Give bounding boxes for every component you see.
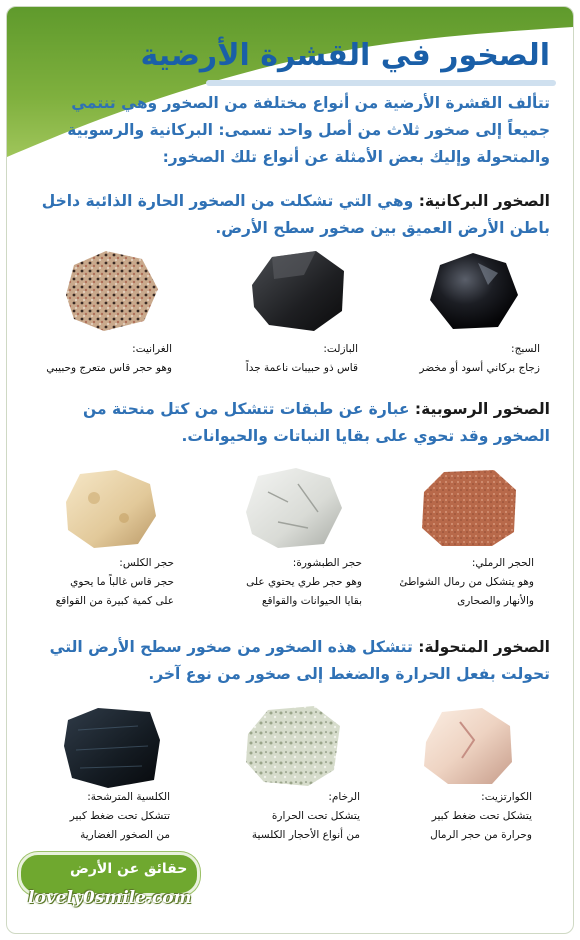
obsidian-rock-image [418,245,528,335]
page-title: الصخور في القشرة الأرضية [140,38,550,73]
section-line: باطن الأرض العميق بين صخور سطح الأرض. [215,219,550,237]
item-name: الكلسية المترشحة: [87,791,170,803]
intro-paragraph [30,90,550,171]
item-name: الحجر الرملي: [471,557,534,569]
granite-rock-image [56,245,166,335]
slate-item [20,788,170,845]
item-desc: وهو حجر قاس متعرج وحبيبي [46,362,172,374]
section-first-line [30,188,550,215]
item-desc: بقايا الحيوانات والقواقع [261,595,362,607]
item-desc: وهو يتشكل من رمال الشواطئ [399,576,534,588]
title-underline [206,80,556,86]
slate-rock-image [58,700,168,790]
site-watermark: lovely0smile.com [28,888,192,908]
section-line: تحولت بفعل الحرارة والضغط إلى صخور من نوع آخر. [148,665,550,683]
section-first-line [30,396,550,423]
limestone-item [24,554,174,611]
basalt-item [208,340,358,378]
intro-line: تتألف القشرة الأرضية من أنواع مختلفة من الصخور وهي تنتمي [71,94,550,112]
item-desc: زجاج بركاني أسود أو مخضر [419,362,540,374]
item-desc: يتشكل تحت ضغط كبير [431,810,532,822]
volcanic-section-text [30,188,550,242]
item-desc: تتشكل تحت ضغط كبير [69,810,170,822]
marble-item [210,788,360,845]
item-desc: من الصخور الغضارية [80,829,170,841]
volcanic-heading: الصخور البركانية: [418,192,550,210]
item-name: حجر الكلس: [119,557,174,569]
metamorphic-section-text [30,634,550,688]
item-desc: من أنواع الأحجار الكلسية [251,829,360,841]
section-first-line [30,634,550,661]
sedimentary-section-text [30,396,550,450]
chalk-item [212,554,362,611]
item-name: الغرانيت: [132,343,172,355]
item-desc: والأنهار والصحارى [457,595,534,607]
item-name: الكوارتزيت: [481,791,532,803]
intro-line: جميعاً إلى صخور ثلاث من أصل واحد تسمى: البركانية والرسوبية [67,121,550,139]
sedimentary-heading: الصخور الرسوبية: [414,400,550,418]
quartzite-rock-image [412,700,522,790]
section-line: تتشكل هذه الصخور من صخور سطح الأرض التي [49,638,419,656]
quartzite-item [382,788,532,845]
chalk-rock-image [238,462,348,552]
earth-facts-label: حقائق عن الأرض [70,861,188,877]
sandstone-item [384,554,534,611]
item-desc: وحرارة من حجر الرمال [430,829,532,841]
item-name: السبج: [511,343,540,355]
item-desc: على كمية كبيرة من القواقع [55,595,174,607]
item-name: الرخام: [328,791,360,803]
item-name: حجر الطبشورة: [292,557,362,569]
marble-rock-image [238,700,348,790]
item-name: البازلت: [323,343,358,355]
section-line: وهي التي تشكلت من الصخور الحارة الذائبة داخل [41,192,419,210]
limestone-rock-image [54,462,164,552]
metamorphic-heading: الصخور المتحولة: [418,638,550,656]
item-desc: قاس ذو حبيبات ناعمة جداً [245,362,358,374]
item-desc: وهو حجر طري يحتوي على [246,576,362,588]
sandstone-rock-image [414,462,524,552]
section-line: عبارة عن طبقات تتشكل من كتل منحتة من [83,400,415,418]
item-desc: يتشكل تحت الحرارة [271,810,360,822]
section-line: الصخور وقد تحوي على بقايا النباتات والحيوانات. [181,427,550,445]
obsidian-item [390,340,540,378]
intro-line: والمتحولة وإليك بعض الأمثلة عن أنواع تلك الصخور: [162,148,550,166]
granite-item [22,340,172,378]
item-desc: حجر قاس غالباً ما يحوي [70,576,174,588]
basalt-rock-image [244,245,354,335]
